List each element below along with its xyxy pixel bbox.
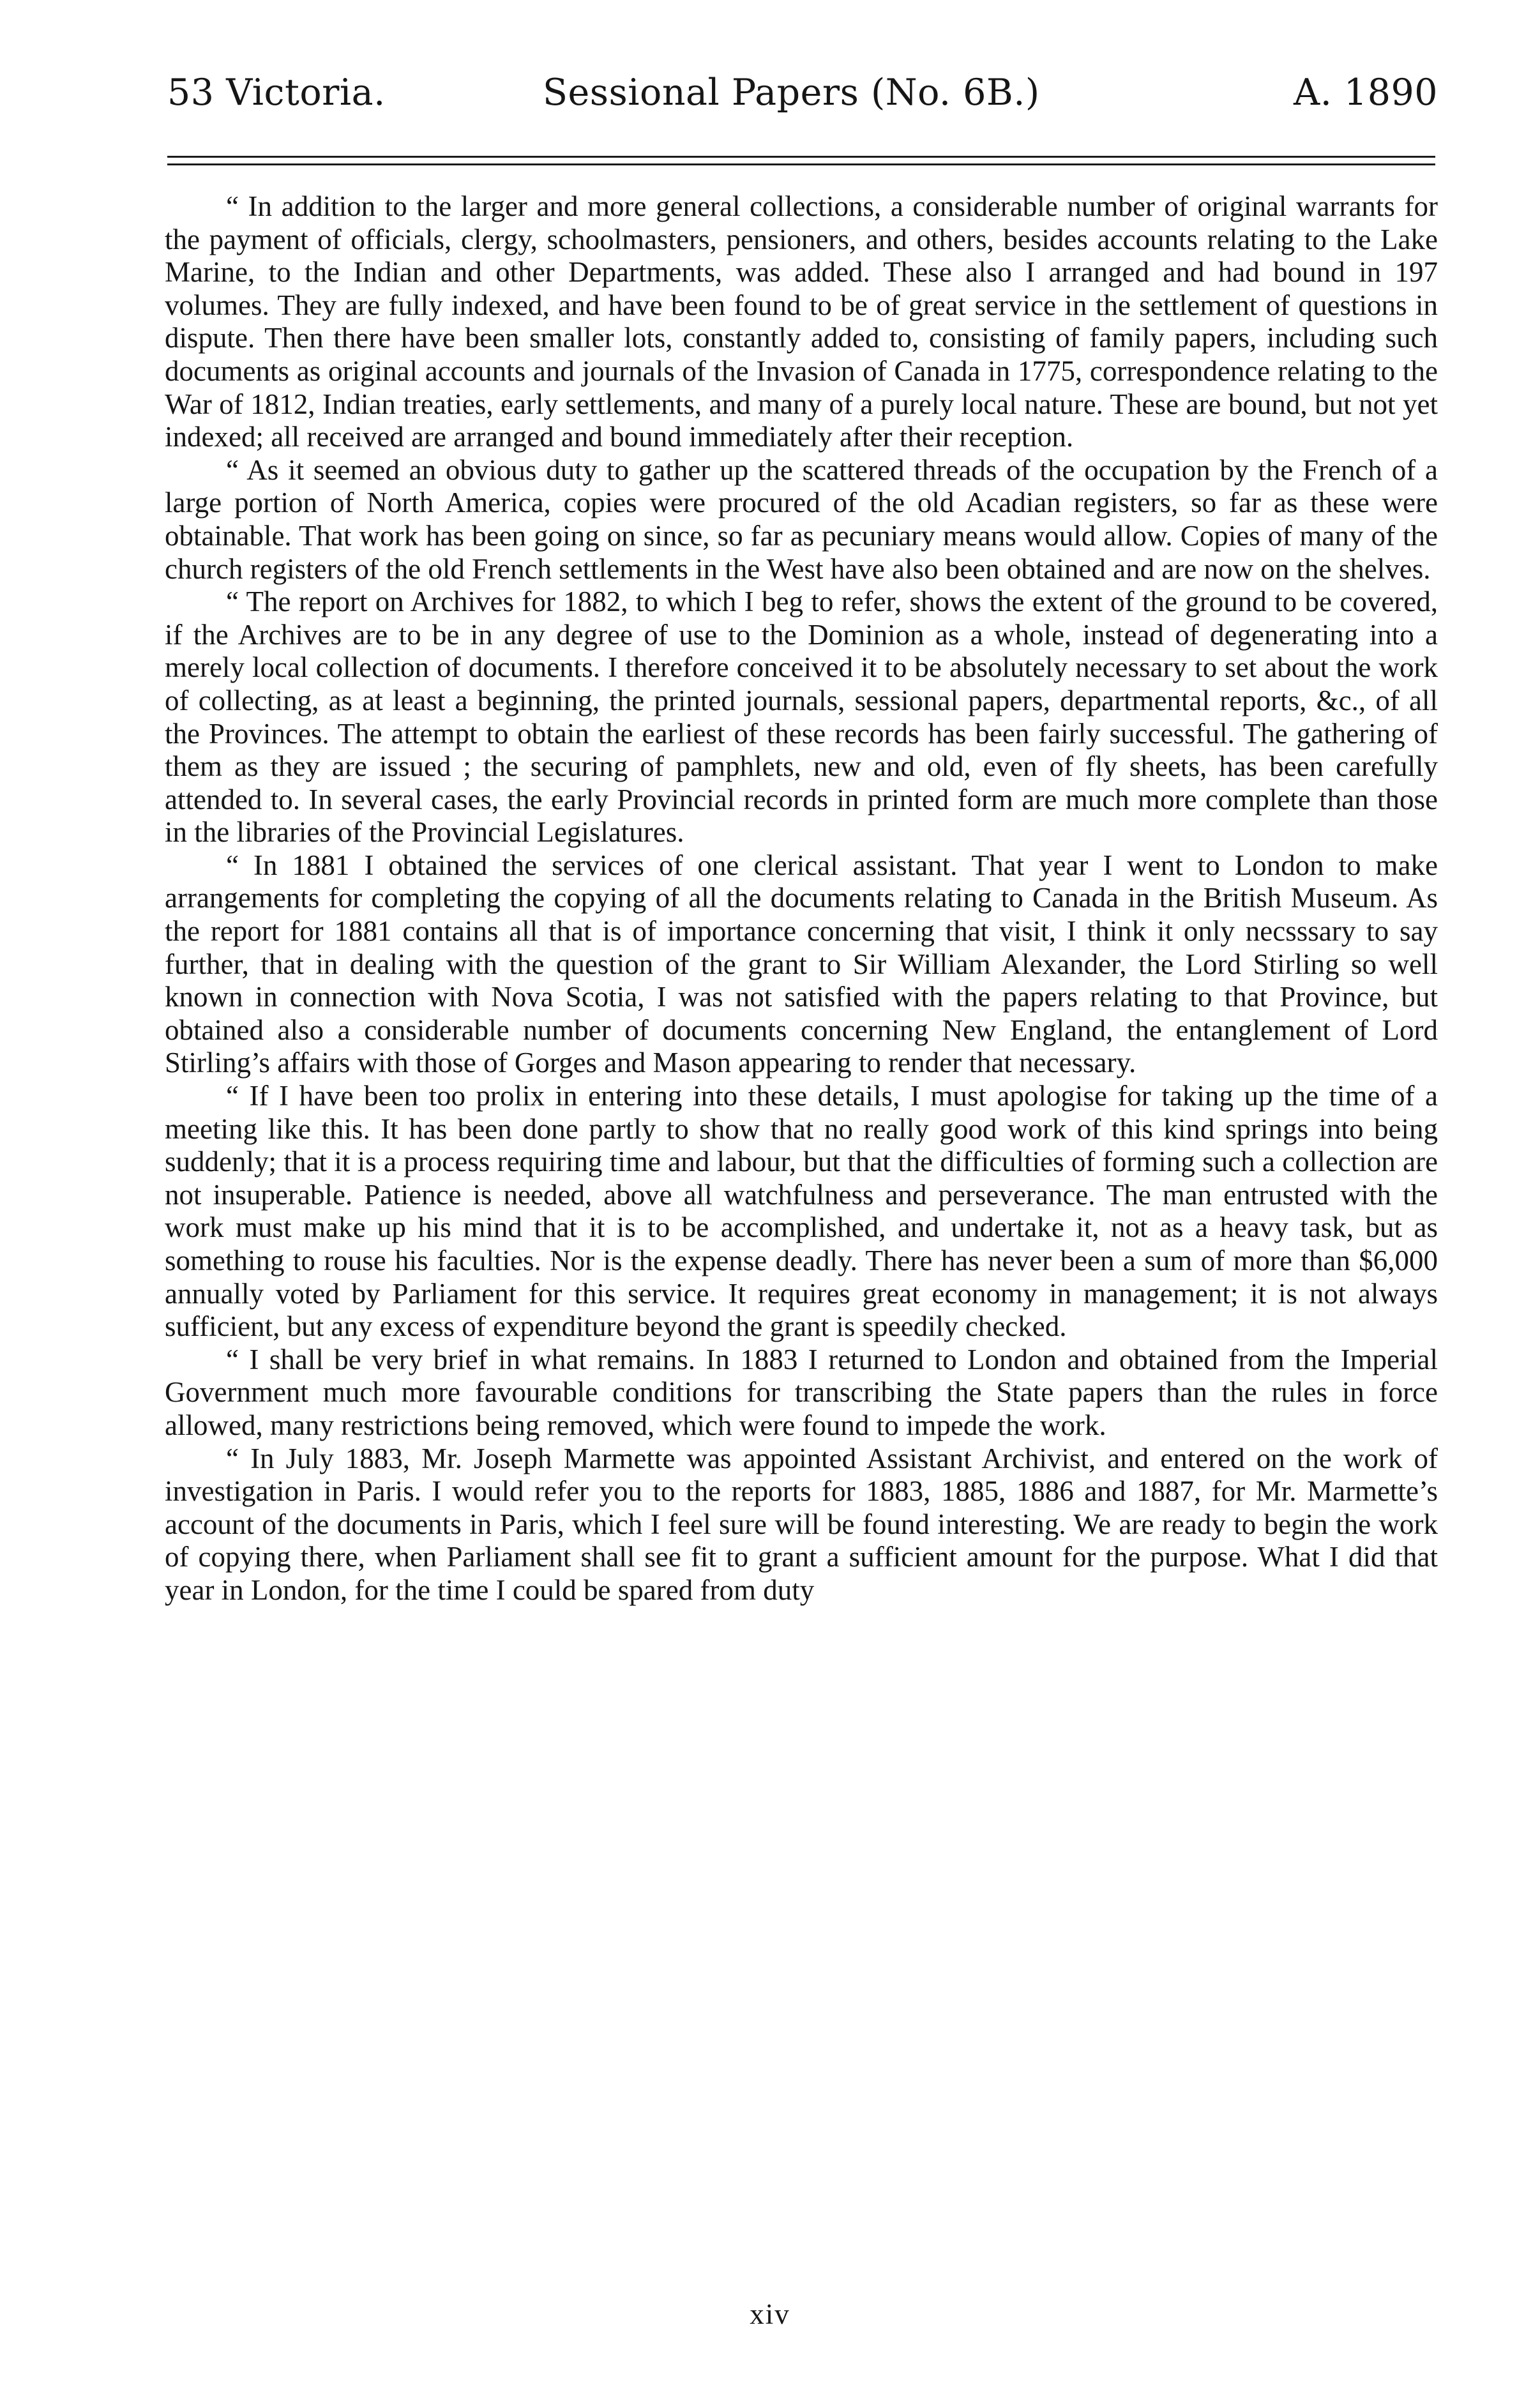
body-text [165,190,1438,1607]
paragraph-acadian-registers: “ As it seemed an obvious duty to gather up the scattered threads of the occupation by the French of a large portion of North America, copies were procured of the old Acadian registers, so far as these were obtainable. That work has been going on since, so far as pecuniary means would allow. Copies of many of the church registers of the old French settlements in the West have also been obtained and are now on the shelves. [165,453,1438,585]
header-rule-top [167,156,1435,158]
volume-label: 53 Victoria. [167,72,386,114]
document-title: Sessional Papers (No. 6B.) [543,72,1040,114]
running-header [167,72,1438,123]
paragraph-marmette-paris: “ In July 1883, Mr. Joseph Marmette was appointed Assistant Archivist, and entered on the work of investigation in Paris. I would refer you to the reports for 1883, 1885, 1886 and 1887, for Mr. Marmette’s account of the documents in Paris, which I feel sure will be found interesting. We are ready to begin the work of copying there, when Parliament shall see fit to grant a sufficient amount for the purpose. What I did that year in London, for the time I could be spared from duty [165,1442,1438,1606]
paragraph-report-1882: “ The report on Archives for 1882, to which I beg to refer, shows the extent of the ground to be covered, if the Archives are to be in any degree of use to the Dominion as a whole, instead of degenerating into a merely local collection of documents. I therefore conceived it to be absolutely necessary to set about the work of collecting, as at least a beginning, the printed journals, sessional papers, departmental reports, &c., of all the Provinces. The attempt to obtain the earliest of these records has been fairly successful. The gathering of them as they are issued ; the securing of pamphlets, new and old, even of fly sheets, has been carefully attended to. In several cases, the early Provincial records in printed form are much more complete than those in the libraries of the Provincial Legislatures. [165,586,1438,849]
header-rule-bottom [167,163,1435,165]
paragraph-1883-london: “ I shall be very brief in what remains. In 1883 I returned to London and obtained from the Imperial Government much more favourable conditions for transcribing the State papers than the rules in force allowed, many restrictions being removed, which were found to impede the work. [165,1343,1438,1441]
page-number: xiv [750,2298,790,2330]
paragraph-1881-london: “ In 1881 I obtained the services of one clerical assistant. That year I went to London to make arrangements for completing the copying of all the documents relating to Canada in the British Museum. As the report for 1881 contains all that is of importance concerning that visit, I think it only necsssary to say further, that in dealing with the question of the grant to Sir William Alexander, the Lord Stirling so well known in connection with Nova Scotia, I was not satisfied with the papers relating to that Province, but obtained also a considerable number of documents concerning New England, the entanglement of Lord Stirling’s affairs with those of Gorges and Mason appearing to render that necessary. [165,849,1438,1079]
paragraph-apology: “ If I have been too prolix in entering into these details, I must apologise for taking up the time of a meeting like this. It has been done partly to show that no really good work of this kind springs into being suddenly; that it is a process requiring time and labour, but that the difficulties of forming such a collection are not insuperable. Patience is needed, above all watchfulness and perseverance. The man entrusted with the work must make up his mind that it is to be accomplished, and undertake it, not as a heavy task, but as something to rouse his faculties. Nor is the expense deadly. There has never been a sum of more than $6,000 annually voted by Parliament for this service. It requires great economy in management; it is not always sufficient, but any excess of expenditure beyond the grant is speedily checked. [165,1080,1438,1343]
year-label: A. 1890 [1294,72,1438,114]
paragraph-collections: “ In addition to the larger and more general collections, a considerable number of original warrants for the payment of officials, clergy, schoolmasters, pensioners, and others, besides accounts relating to the Lake Marine, to the Indian and other Departments, was added. These also I arranged and had bound in 197 volumes. They are fully indexed, and have been found to be of great service in the settlement of questions in dispute. Then there have been smaller lots, constantly added to, consisting of family papers, including such documents as original accounts and journals of the Invasion of Canada in 1775, correspondence relating to the War of 1812, Indian treaties, early settlements, and many of a purely local nature. These are bound, but not yet indexed; all received are arranged and bound immediately after their reception. [165,190,1438,453]
